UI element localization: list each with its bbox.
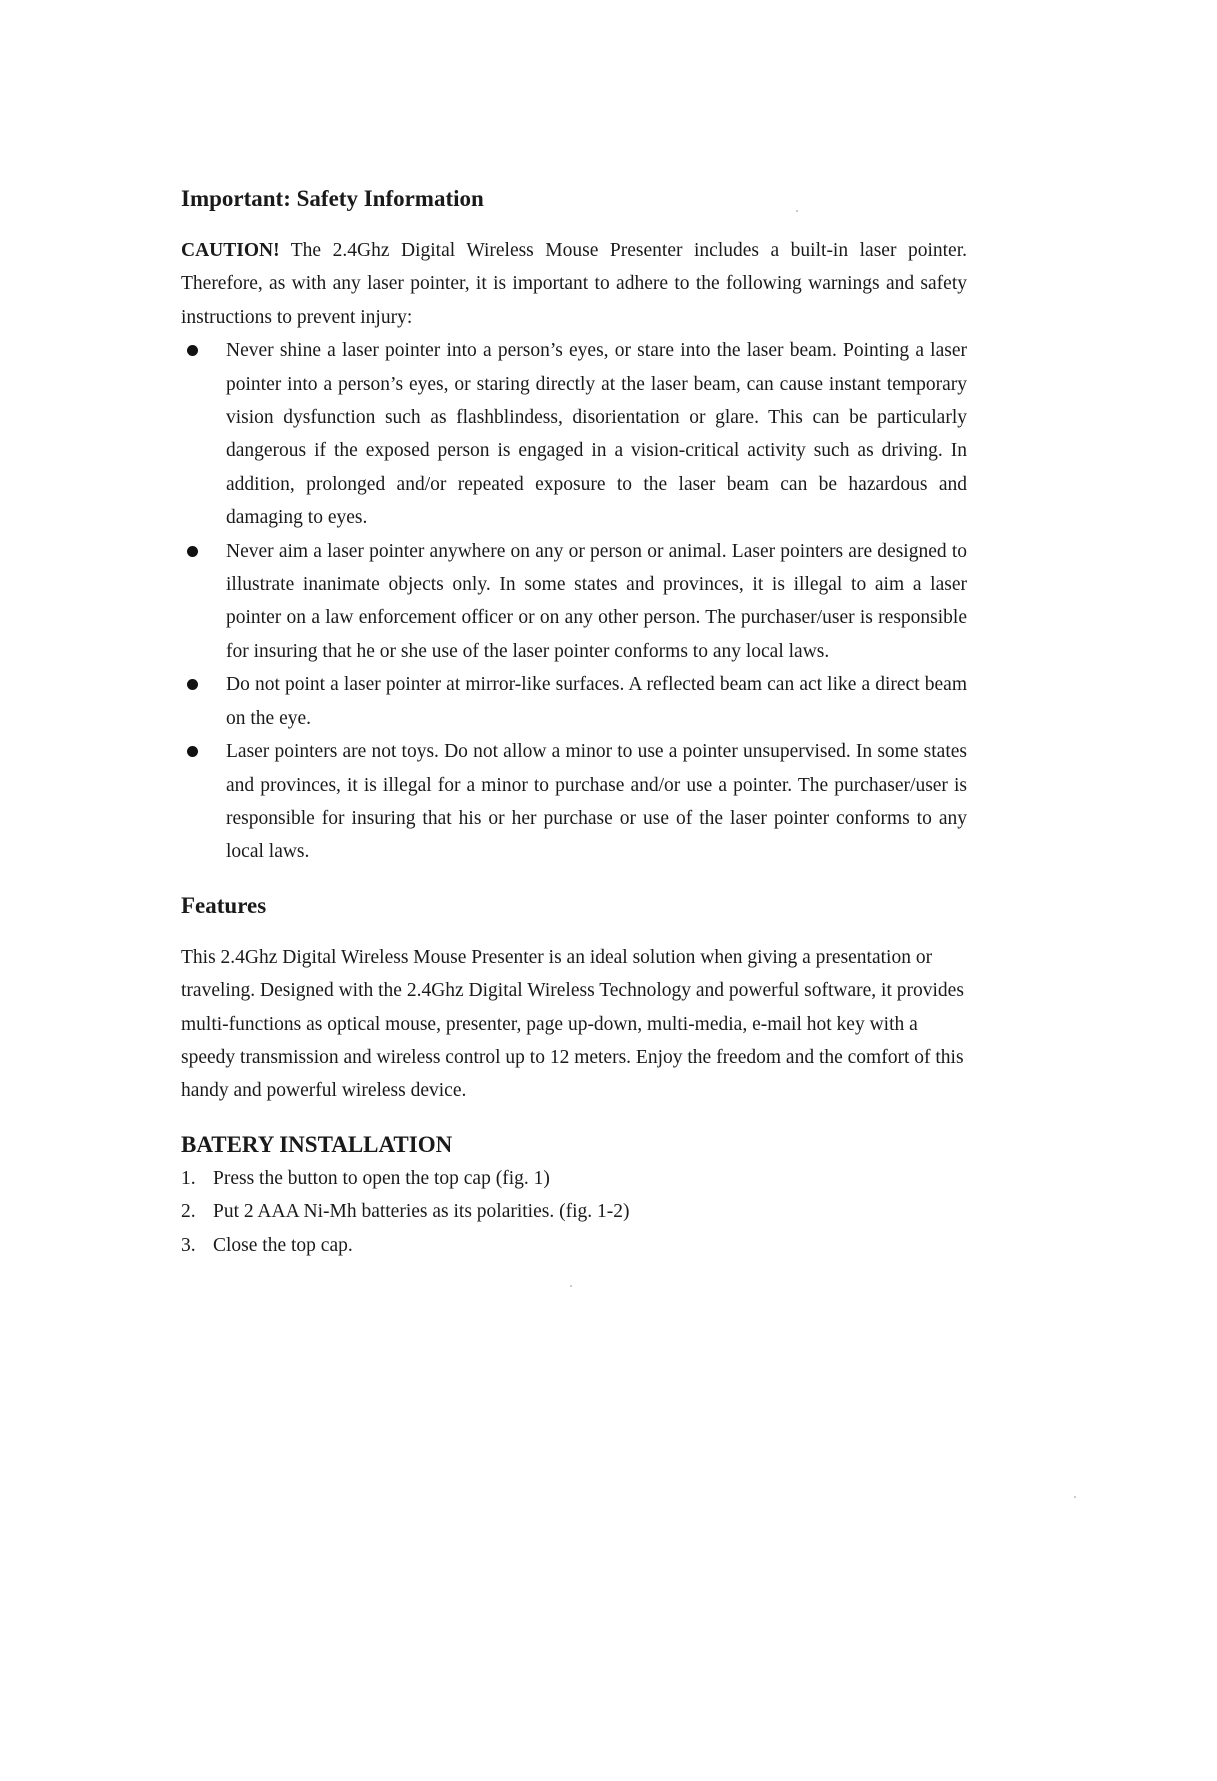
bullet-icon <box>187 546 198 557</box>
features-heading: Features <box>181 892 267 918</box>
bullet-text: Never shine a laser pointer into a person’s eyes, or stare into the laser beam. Pointing a laser pointer into a person’s eyes, or staring directly at the laser beam, can cause instant temporary vision dysfunction such as flashblindess, disorientation or glare. This can be particularly dangerous if the exposed person is engaged in a vision-critical activity such as driving. In addition, prolonged and/or repeated exposure to the laser beam can be hazardous and damaging to eyes. <box>226 340 967 529</box>
bullet-text: Do not point a laser pointer at mirror-like surfaces. A reflected beam can act like a direct beam on the eye. <box>226 674 967 729</box>
bullet-text: Never aim a laser pointer anywhere on any or person or animal. Laser pointers are designed to illustrate inanimate objects only. In some states and provinces, it is illegal to aim a laser pointer on a law enforcement officer or on any other person. The purchaser/user is responsible for insuring that he or she use of the laser pointer conforms to any local laws. <box>226 540 967 662</box>
list-item <box>181 668 967 735</box>
step-number: 3. <box>181 1234 196 1256</box>
list-item <box>181 334 967 534</box>
caution-label: CAUTION! <box>181 240 280 261</box>
list-item <box>181 735 967 869</box>
document-page <box>181 184 967 1262</box>
safety-section <box>181 184 967 869</box>
features-paragraph: This 2.4Ghz Digital Wireless Mouse Presenter is an ideal solution when giving a presentation or traveling. Designed with the 2.4Ghz Digital Wireless Technology and powerful software, it provides multi-functions as optical mouse, presenter, page up-down, multi-media, e-mail hot key with a speedy transmission and wireless control up to 12 meters. Enjoy the freedom and the comfort of this handy and powerful wireless device. <box>181 946 964 1102</box>
step-text: Close the top cap. <box>213 1234 353 1256</box>
safety-bullet-list <box>181 334 967 869</box>
step-number: 2. <box>181 1201 196 1223</box>
scan-speck <box>796 210 798 212</box>
list-item <box>181 1162 967 1195</box>
scan-speck <box>1074 1496 1076 1498</box>
step-text: Put 2 AAA Ni-Mh batteries as its polarities. (fig. 1-2) <box>213 1201 630 1223</box>
caution-paragraph <box>181 234 967 334</box>
step-text: Press the button to open the top cap (fig. 1) <box>213 1167 550 1189</box>
bullet-icon <box>187 345 198 356</box>
bullet-icon <box>187 746 198 757</box>
list-item <box>181 1229 967 1262</box>
battery-section <box>181 1130 967 1262</box>
battery-heading: BATERY INSTALLATION <box>181 1131 453 1157</box>
bullet-text: Laser pointers are not toys. Do not allow a minor to use a pointer unsupervised. In some states and provinces, it is illegal for a minor to purchase and/or use a pointer. The purchaser/user is responsible for insuring that his or her purchase or use of the laser pointer conforms to any local laws. <box>226 741 967 863</box>
scan-speck <box>570 1285 572 1287</box>
caution-text: The 2.4Ghz Digital Wireless Mouse Presenter includes a built-in laser pointer. Therefore, as with any laser pointer, it is important to adhere to the following warnings and safety instructions to prevent injury: <box>181 240 967 328</box>
battery-steps-list <box>181 1162 967 1262</box>
bullet-icon <box>187 679 198 690</box>
safety-heading: Important: Safety Information <box>181 186 484 211</box>
features-section <box>181 891 967 1108</box>
step-number: 1. <box>181 1167 196 1189</box>
list-item <box>181 535 967 669</box>
list-item <box>181 1195 967 1228</box>
